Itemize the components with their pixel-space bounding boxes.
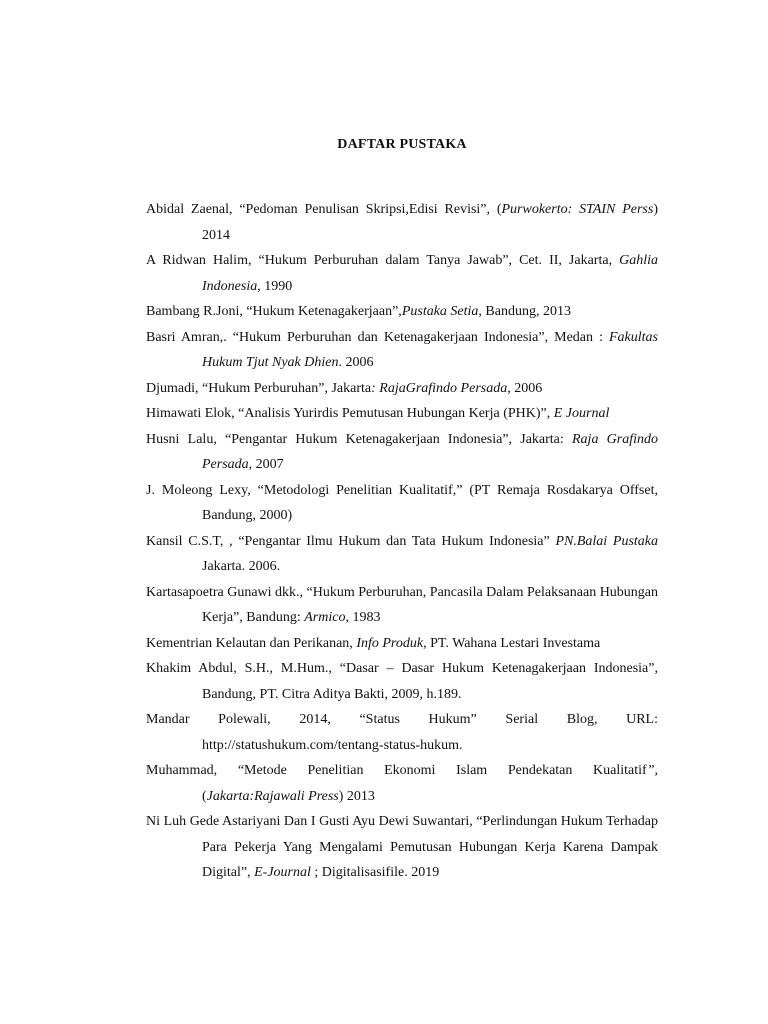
reference-italic-segment: Pustaka Setia bbox=[401, 304, 479, 319]
reference-text-segment: Bambang R.Joni, “Hukum Ketenagakerjaan”, bbox=[146, 304, 402, 319]
reference-entry bbox=[146, 325, 658, 376]
reference-entry bbox=[146, 248, 658, 299]
reference-text-segment: , PT. Wahana Lestari Investama bbox=[423, 635, 601, 651]
reference-italic-segment: Armico bbox=[304, 610, 346, 625]
reference-text-segment: Mandar Polewali, 2014, “Status Hukum” Serial Blog, URL: http://statushukum.com/tentang-status-hukum. bbox=[146, 712, 658, 753]
reference-text-segment: Basri Amran,. “Hukum Perburuhan dan Ketenagakerjaan Indonesia”, Medan : bbox=[146, 329, 609, 345]
reference-text-segment: , Bandung, 2013 bbox=[478, 304, 571, 319]
reference-entry bbox=[146, 707, 658, 758]
reference-text-segment: Abidal Zaenal, “Pedoman Penulisan Skripsi,Edisi Revisi”, ( bbox=[146, 202, 502, 217]
reference-italic-segment: : RajaGrafindo Persada bbox=[371, 380, 508, 396]
reference-text-segment: , 1983 bbox=[345, 610, 381, 625]
reference-text-segment: Husni Lalu, “Pengantar Hukum Ketenagakerjaan Indonesia”, Jakarta: bbox=[146, 431, 572, 447]
reference-entry bbox=[146, 656, 658, 707]
reference-italic-segment: Raja Grafindo Persada bbox=[202, 431, 658, 472]
reference-text-segment: A Ridwan Halim, “Hukum Perburuhan dalam Tanya Jawab”, Cet. II, Jakarta, bbox=[146, 253, 620, 268]
reference-italic-segment: PN.Balai Pustaka bbox=[555, 533, 658, 549]
reference-entry bbox=[146, 478, 658, 529]
reference-italic-segment: Fakultas Hukum Tjut Nyak Dhien bbox=[202, 329, 658, 370]
reference-entry bbox=[146, 631, 658, 657]
reference-text-segment: ; Digitalisasifile. 2019 bbox=[310, 865, 440, 880]
reference-entry bbox=[146, 376, 658, 402]
reference-italic-segment: Jakarta:Rajawali Press bbox=[206, 788, 339, 804]
reference-entry bbox=[146, 580, 658, 631]
reference-italic-segment: E Journal bbox=[553, 406, 610, 421]
reference-entry bbox=[146, 401, 658, 427]
reference-text-segment: Kementrian Kelautan dan Perikanan, bbox=[146, 635, 357, 651]
reference-italic-segment: Gahlia Indonesia bbox=[202, 253, 658, 294]
reference-text-segment: ) 2014 bbox=[202, 202, 658, 243]
reference-text-segment: Muhammad, “Metode Penelitian Ekonomi Islam Pendekatan Kualitatif bbox=[146, 763, 647, 778]
reference-text-segment: . 2006 bbox=[338, 355, 374, 370]
reference-text-segment: , 1990 bbox=[257, 278, 293, 294]
reference-italic-segment: E-Journal bbox=[254, 865, 311, 880]
reference-text-segment: ( bbox=[202, 788, 207, 804]
reference-text-segment: Djumadi, “Hukum Perburuhan”, Jakarta bbox=[146, 380, 372, 396]
reference-text-segment: Kansil C.S.T, , “Pengantar Ilmu Hukum dan Tata Hukum Indonesia” bbox=[146, 533, 556, 549]
reference-entry bbox=[146, 809, 658, 886]
reference-text-segment: Khakim Abdul, S.H., M.Hum., “Dasar – Dasar Hukum Ketenagakerjaan Indonesia”, Bandung, PT. Citra Aditya Bakti, 2009, h.189. bbox=[146, 661, 658, 702]
reference-entry bbox=[146, 758, 658, 809]
reference-text-segment: ) 2013 bbox=[338, 788, 375, 804]
page-title: DAFTAR PUSTAKA bbox=[337, 137, 467, 152]
reference-italic-segment: Info Produk bbox=[356, 635, 424, 651]
reference-text-segment: J. Moleong Lexy, “Metodologi Penelitian Kualitatif,” (PT Remaja Rosdakarya Offset, Bandung, 2000) bbox=[146, 482, 658, 523]
reference-italic-segment: ”, bbox=[646, 763, 658, 778]
reference-text-segment: , 2007 bbox=[248, 457, 284, 472]
reference-entry bbox=[146, 197, 658, 248]
reference-list bbox=[146, 197, 658, 886]
reference-text-segment: Kartasapoetra Gunawi dkk., “Hukum Perburuhan, Pancasila Dalam Pelaksanaan Hubungan Kerja”, Bandung: bbox=[146, 584, 659, 625]
reference-text-segment: Ni Luh Gede Astariyani Dan I Gusti Ayu Dewi Suwantari, “Perlindungan Hukum Terhadap Para Pekerja Yang Mengalami Pemutusan Hubungan Kerja Karena Dampak Digital”, bbox=[146, 814, 658, 880]
reference-entry bbox=[146, 427, 658, 478]
reference-entry bbox=[146, 299, 658, 325]
reference-text-segment: , 2006 bbox=[507, 380, 543, 396]
reference-italic-segment: Purwokerto: STAIN Perss bbox=[501, 202, 654, 217]
reference-entry bbox=[146, 529, 658, 580]
reference-text-segment: Himawati Elok, “Analisis Yurirdis Pemutusan Hubungan Kerja (PHK)”, bbox=[146, 406, 554, 421]
reference-text-segment: Jakarta. 2006. bbox=[202, 559, 281, 574]
